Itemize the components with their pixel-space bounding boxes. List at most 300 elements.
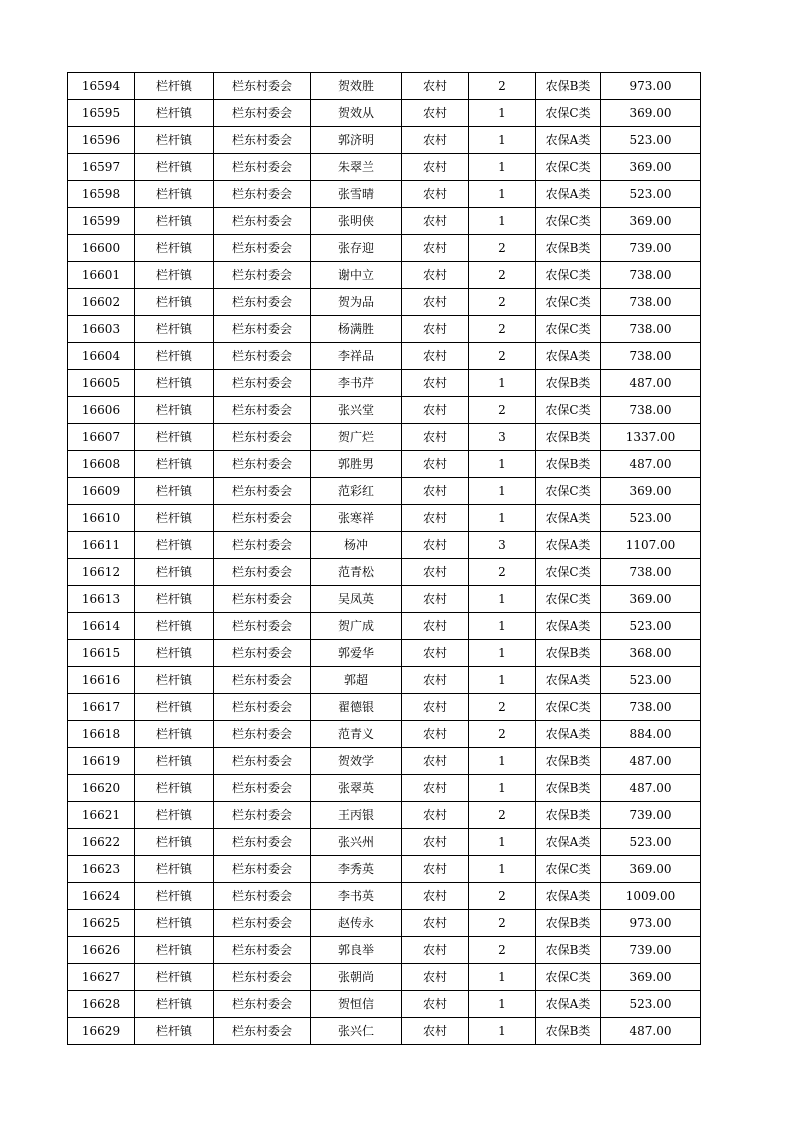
table-row — [68, 154, 701, 181]
amount-cell: 973.00 — [601, 910, 701, 937]
village-committee-cell: 栏东村委会 — [214, 235, 311, 262]
table-row — [68, 262, 701, 289]
amount-cell: 738.00 — [601, 397, 701, 424]
village-committee-cell: 栏东村委会 — [214, 505, 311, 532]
table-row — [68, 910, 701, 937]
town-cell: 栏杆镇 — [135, 100, 214, 127]
area-type-cell: 农村 — [402, 559, 469, 586]
category-cell: 农保A类 — [536, 991, 601, 1018]
table-row — [68, 937, 701, 964]
category-cell: 农保C类 — [536, 262, 601, 289]
household-size-cell: 2 — [469, 316, 536, 343]
amount-cell: 487.00 — [601, 370, 701, 397]
table-row — [68, 100, 701, 127]
town-cell: 栏杆镇 — [135, 937, 214, 964]
household-size-cell: 2 — [469, 235, 536, 262]
amount-cell: 738.00 — [601, 559, 701, 586]
area-type-cell: 农村 — [402, 910, 469, 937]
town-cell: 栏杆镇 — [135, 640, 214, 667]
row-id-cell: 16624 — [68, 883, 135, 910]
row-id-cell: 16610 — [68, 505, 135, 532]
village-committee-cell: 栏东村委会 — [214, 154, 311, 181]
household-size-cell: 1 — [469, 370, 536, 397]
table-row — [68, 775, 701, 802]
area-type-cell: 农村 — [402, 397, 469, 424]
name-cell: 张明侠 — [311, 208, 402, 235]
household-size-cell: 2 — [469, 937, 536, 964]
category-cell: 农保B类 — [536, 775, 601, 802]
row-id-cell: 16601 — [68, 262, 135, 289]
household-size-cell: 1 — [469, 991, 536, 1018]
amount-cell: 1337.00 — [601, 424, 701, 451]
household-size-cell: 2 — [469, 397, 536, 424]
table-row — [68, 721, 701, 748]
name-cell: 张寒祥 — [311, 505, 402, 532]
table-row — [68, 586, 701, 613]
town-cell: 栏杆镇 — [135, 73, 214, 100]
row-id-cell: 16600 — [68, 235, 135, 262]
amount-cell: 523.00 — [601, 127, 701, 154]
row-id-cell: 16621 — [68, 802, 135, 829]
area-type-cell: 农村 — [402, 721, 469, 748]
household-size-cell: 1 — [469, 613, 536, 640]
category-cell: 农保C类 — [536, 289, 601, 316]
village-committee-cell: 栏东村委会 — [214, 424, 311, 451]
town-cell: 栏杆镇 — [135, 235, 214, 262]
area-type-cell: 农村 — [402, 316, 469, 343]
table-row — [68, 613, 701, 640]
category-cell: 农保C类 — [536, 478, 601, 505]
village-committee-cell: 栏东村委会 — [214, 586, 311, 613]
name-cell: 郭爱华 — [311, 640, 402, 667]
name-cell: 李秀英 — [311, 856, 402, 883]
village-committee-cell: 栏东村委会 — [214, 451, 311, 478]
category-cell: 农保A类 — [536, 181, 601, 208]
name-cell: 张兴州 — [311, 829, 402, 856]
town-cell: 栏杆镇 — [135, 532, 214, 559]
row-id-cell: 16609 — [68, 478, 135, 505]
row-id-cell: 16615 — [68, 640, 135, 667]
row-id-cell: 16606 — [68, 397, 135, 424]
area-type-cell: 农村 — [402, 856, 469, 883]
town-cell: 栏杆镇 — [135, 802, 214, 829]
area-type-cell: 农村 — [402, 127, 469, 154]
village-committee-cell: 栏东村委会 — [214, 397, 311, 424]
name-cell: 贺效胜 — [311, 73, 402, 100]
name-cell: 范彩红 — [311, 478, 402, 505]
town-cell: 栏杆镇 — [135, 505, 214, 532]
amount-cell: 487.00 — [601, 451, 701, 478]
town-cell: 栏杆镇 — [135, 721, 214, 748]
area-type-cell: 农村 — [402, 262, 469, 289]
name-cell: 王丙银 — [311, 802, 402, 829]
name-cell: 贺恒信 — [311, 991, 402, 1018]
village-committee-cell: 栏东村委会 — [214, 127, 311, 154]
amount-cell: 523.00 — [601, 181, 701, 208]
household-size-cell: 1 — [469, 775, 536, 802]
amount-cell: 523.00 — [601, 829, 701, 856]
amount-cell: 369.00 — [601, 964, 701, 991]
village-committee-cell: 栏东村委会 — [214, 667, 311, 694]
category-cell: 农保B类 — [536, 937, 601, 964]
row-id-cell: 16599 — [68, 208, 135, 235]
household-size-cell: 1 — [469, 640, 536, 667]
amount-cell: 884.00 — [601, 721, 701, 748]
village-committee-cell: 栏东村委会 — [214, 100, 311, 127]
town-cell: 栏杆镇 — [135, 829, 214, 856]
household-size-cell: 3 — [469, 424, 536, 451]
household-size-cell: 1 — [469, 1018, 536, 1045]
village-committee-cell: 栏东村委会 — [214, 478, 311, 505]
area-type-cell: 农村 — [402, 181, 469, 208]
town-cell: 栏杆镇 — [135, 154, 214, 181]
area-type-cell: 农村 — [402, 802, 469, 829]
table-row — [68, 559, 701, 586]
household-size-cell: 2 — [469, 802, 536, 829]
table-row — [68, 343, 701, 370]
row-id-cell: 16627 — [68, 964, 135, 991]
name-cell: 范青义 — [311, 721, 402, 748]
table-row — [68, 829, 701, 856]
table-row — [68, 181, 701, 208]
table-row — [68, 532, 701, 559]
category-cell: 农保A类 — [536, 829, 601, 856]
category-cell: 农保B类 — [536, 748, 601, 775]
name-cell: 贺广烂 — [311, 424, 402, 451]
table-row — [68, 694, 701, 721]
area-type-cell: 农村 — [402, 343, 469, 370]
category-cell: 农保B类 — [536, 802, 601, 829]
town-cell: 栏杆镇 — [135, 451, 214, 478]
area-type-cell: 农村 — [402, 829, 469, 856]
household-size-cell: 2 — [469, 721, 536, 748]
row-id-cell: 16598 — [68, 181, 135, 208]
table-row — [68, 505, 701, 532]
table-row — [68, 424, 701, 451]
amount-cell: 369.00 — [601, 208, 701, 235]
category-cell: 农保B类 — [536, 370, 601, 397]
table-row — [68, 991, 701, 1018]
row-id-cell: 16629 — [68, 1018, 135, 1045]
category-cell: 农保C类 — [536, 100, 601, 127]
category-cell: 农保C类 — [536, 316, 601, 343]
table-row — [68, 235, 701, 262]
household-size-cell: 1 — [469, 856, 536, 883]
name-cell: 贺效学 — [311, 748, 402, 775]
amount-cell: 739.00 — [601, 235, 701, 262]
amount-cell: 739.00 — [601, 937, 701, 964]
village-committee-cell: 栏东村委会 — [214, 559, 311, 586]
village-committee-cell: 栏东村委会 — [214, 370, 311, 397]
name-cell: 杨满胜 — [311, 316, 402, 343]
row-id-cell: 16623 — [68, 856, 135, 883]
household-size-cell: 2 — [469, 343, 536, 370]
table-row — [68, 856, 701, 883]
town-cell: 栏杆镇 — [135, 991, 214, 1018]
row-id-cell: 16612 — [68, 559, 135, 586]
row-id-cell: 16617 — [68, 694, 135, 721]
village-committee-cell: 栏东村委会 — [214, 829, 311, 856]
town-cell: 栏杆镇 — [135, 856, 214, 883]
town-cell: 栏杆镇 — [135, 127, 214, 154]
amount-cell: 738.00 — [601, 289, 701, 316]
area-type-cell: 农村 — [402, 424, 469, 451]
row-id-cell: 16614 — [68, 613, 135, 640]
category-cell: 农保A类 — [536, 505, 601, 532]
area-type-cell: 农村 — [402, 586, 469, 613]
town-cell: 栏杆镇 — [135, 289, 214, 316]
name-cell: 谢中立 — [311, 262, 402, 289]
area-type-cell: 农村 — [402, 73, 469, 100]
row-id-cell: 16619 — [68, 748, 135, 775]
village-committee-cell: 栏东村委会 — [214, 208, 311, 235]
category-cell: 农保B类 — [536, 640, 601, 667]
amount-cell: 369.00 — [601, 478, 701, 505]
category-cell: 农保A类 — [536, 667, 601, 694]
town-cell: 栏杆镇 — [135, 667, 214, 694]
category-cell: 农保C类 — [536, 208, 601, 235]
town-cell: 栏杆镇 — [135, 613, 214, 640]
category-cell: 农保C类 — [536, 694, 601, 721]
amount-cell: 738.00 — [601, 343, 701, 370]
name-cell: 郭超 — [311, 667, 402, 694]
row-id-cell: 16622 — [68, 829, 135, 856]
town-cell: 栏杆镇 — [135, 883, 214, 910]
category-cell: 农保C类 — [536, 559, 601, 586]
category-cell: 农保A类 — [536, 721, 601, 748]
name-cell: 张兴仁 — [311, 1018, 402, 1045]
amount-cell: 369.00 — [601, 154, 701, 181]
town-cell: 栏杆镇 — [135, 586, 214, 613]
category-cell: 农保B类 — [536, 235, 601, 262]
table-row — [68, 289, 701, 316]
amount-cell: 369.00 — [601, 856, 701, 883]
amount-cell: 487.00 — [601, 1018, 701, 1045]
row-id-cell: 16618 — [68, 721, 135, 748]
household-size-cell: 3 — [469, 532, 536, 559]
town-cell: 栏杆镇 — [135, 316, 214, 343]
name-cell: 李书英 — [311, 883, 402, 910]
area-type-cell: 农村 — [402, 478, 469, 505]
name-cell: 张兴堂 — [311, 397, 402, 424]
row-id-cell: 16625 — [68, 910, 135, 937]
row-id-cell: 16608 — [68, 451, 135, 478]
village-committee-cell: 栏东村委会 — [214, 73, 311, 100]
row-id-cell: 16613 — [68, 586, 135, 613]
row-id-cell: 16597 — [68, 154, 135, 181]
household-size-cell: 1 — [469, 964, 536, 991]
town-cell: 栏杆镇 — [135, 559, 214, 586]
village-committee-cell: 栏东村委会 — [214, 991, 311, 1018]
village-committee-cell: 栏东村委会 — [214, 181, 311, 208]
row-id-cell: 16626 — [68, 937, 135, 964]
amount-cell: 738.00 — [601, 262, 701, 289]
name-cell: 张翠英 — [311, 775, 402, 802]
area-type-cell: 农村 — [402, 694, 469, 721]
category-cell: 农保A类 — [536, 532, 601, 559]
town-cell: 栏杆镇 — [135, 1018, 214, 1045]
household-size-cell: 1 — [469, 667, 536, 694]
village-committee-cell: 栏东村委会 — [214, 316, 311, 343]
amount-cell: 523.00 — [601, 991, 701, 1018]
row-id-cell: 16603 — [68, 316, 135, 343]
village-committee-cell: 栏东村委会 — [214, 532, 311, 559]
area-type-cell: 农村 — [402, 289, 469, 316]
category-cell: 农保C类 — [536, 964, 601, 991]
table-row — [68, 964, 701, 991]
name-cell: 翟德银 — [311, 694, 402, 721]
row-id-cell: 16616 — [68, 667, 135, 694]
row-id-cell: 16595 — [68, 100, 135, 127]
household-size-cell: 1 — [469, 208, 536, 235]
table-row — [68, 667, 701, 694]
household-size-cell: 1 — [469, 181, 536, 208]
amount-cell: 523.00 — [601, 613, 701, 640]
town-cell: 栏杆镇 — [135, 775, 214, 802]
household-size-cell: 1 — [469, 478, 536, 505]
area-type-cell: 农村 — [402, 640, 469, 667]
amount-cell: 739.00 — [601, 802, 701, 829]
category-cell: 农保B类 — [536, 424, 601, 451]
row-id-cell: 16594 — [68, 73, 135, 100]
area-type-cell: 农村 — [402, 100, 469, 127]
table-row — [68, 883, 701, 910]
name-cell: 杨冲 — [311, 532, 402, 559]
category-cell: 农保C类 — [536, 397, 601, 424]
village-committee-cell: 栏东村委会 — [214, 748, 311, 775]
area-type-cell: 农村 — [402, 667, 469, 694]
name-cell: 吴凤英 — [311, 586, 402, 613]
area-type-cell: 农村 — [402, 235, 469, 262]
row-id-cell: 16628 — [68, 991, 135, 1018]
table-row — [68, 127, 701, 154]
town-cell: 栏杆镇 — [135, 694, 214, 721]
village-committee-cell: 栏东村委会 — [214, 694, 311, 721]
village-committee-cell: 栏东村委会 — [214, 910, 311, 937]
amount-cell: 368.00 — [601, 640, 701, 667]
name-cell: 张雪晴 — [311, 181, 402, 208]
town-cell: 栏杆镇 — [135, 397, 214, 424]
name-cell: 李书芹 — [311, 370, 402, 397]
area-type-cell: 农村 — [402, 370, 469, 397]
amount-cell: 973.00 — [601, 73, 701, 100]
name-cell: 贺为品 — [311, 289, 402, 316]
category-cell: 农保A类 — [536, 127, 601, 154]
roster-body — [68, 73, 701, 1045]
area-type-cell: 农村 — [402, 532, 469, 559]
household-size-cell: 2 — [469, 73, 536, 100]
village-committee-cell: 栏东村委会 — [214, 775, 311, 802]
household-size-cell: 1 — [469, 586, 536, 613]
name-cell: 贺效从 — [311, 100, 402, 127]
table-row — [68, 73, 701, 100]
town-cell: 栏杆镇 — [135, 208, 214, 235]
category-cell: 农保B类 — [536, 1018, 601, 1045]
village-committee-cell: 栏东村委会 — [214, 937, 311, 964]
area-type-cell: 农村 — [402, 748, 469, 775]
area-type-cell: 农村 — [402, 1018, 469, 1045]
table-row — [68, 802, 701, 829]
village-committee-cell: 栏东村委会 — [214, 262, 311, 289]
name-cell: 张朝尚 — [311, 964, 402, 991]
name-cell: 范青松 — [311, 559, 402, 586]
household-size-cell: 1 — [469, 505, 536, 532]
household-size-cell: 2 — [469, 910, 536, 937]
category-cell: 农保A类 — [536, 613, 601, 640]
village-committee-cell: 栏东村委会 — [214, 640, 311, 667]
roster-table — [67, 72, 701, 1045]
area-type-cell: 农村 — [402, 505, 469, 532]
town-cell: 栏杆镇 — [135, 478, 214, 505]
village-committee-cell: 栏东村委会 — [214, 1018, 311, 1045]
village-committee-cell: 栏东村委会 — [214, 856, 311, 883]
table-row — [68, 640, 701, 667]
amount-cell: 369.00 — [601, 100, 701, 127]
household-size-cell: 1 — [469, 100, 536, 127]
amount-cell: 738.00 — [601, 694, 701, 721]
row-id-cell: 16620 — [68, 775, 135, 802]
name-cell: 郭济明 — [311, 127, 402, 154]
area-type-cell: 农村 — [402, 613, 469, 640]
household-size-cell: 1 — [469, 748, 536, 775]
village-committee-cell: 栏东村委会 — [214, 343, 311, 370]
town-cell: 栏杆镇 — [135, 343, 214, 370]
row-id-cell: 16596 — [68, 127, 135, 154]
amount-cell: 487.00 — [601, 775, 701, 802]
amount-cell: 1009.00 — [601, 883, 701, 910]
village-committee-cell: 栏东村委会 — [214, 721, 311, 748]
row-id-cell: 16605 — [68, 370, 135, 397]
name-cell: 李祥品 — [311, 343, 402, 370]
village-committee-cell: 栏东村委会 — [214, 964, 311, 991]
amount-cell: 523.00 — [601, 505, 701, 532]
area-type-cell: 农村 — [402, 451, 469, 478]
household-size-cell: 1 — [469, 127, 536, 154]
category-cell: 农保A类 — [536, 343, 601, 370]
category-cell: 农保B类 — [536, 73, 601, 100]
category-cell: 农保C类 — [536, 856, 601, 883]
row-id-cell: 16604 — [68, 343, 135, 370]
category-cell: 农保C类 — [536, 586, 601, 613]
name-cell: 朱翠兰 — [311, 154, 402, 181]
household-size-cell: 2 — [469, 262, 536, 289]
amount-cell: 1107.00 — [601, 532, 701, 559]
village-committee-cell: 栏东村委会 — [214, 289, 311, 316]
household-size-cell: 2 — [469, 289, 536, 316]
table-row — [68, 316, 701, 343]
area-type-cell: 农村 — [402, 154, 469, 181]
household-size-cell: 1 — [469, 829, 536, 856]
row-id-cell: 16611 — [68, 532, 135, 559]
name-cell: 郭良举 — [311, 937, 402, 964]
town-cell: 栏杆镇 — [135, 370, 214, 397]
town-cell: 栏杆镇 — [135, 964, 214, 991]
row-id-cell: 16607 — [68, 424, 135, 451]
amount-cell: 369.00 — [601, 586, 701, 613]
category-cell: 农保B类 — [536, 451, 601, 478]
village-committee-cell: 栏东村委会 — [214, 802, 311, 829]
area-type-cell: 农村 — [402, 208, 469, 235]
household-size-cell: 2 — [469, 883, 536, 910]
table-row — [68, 370, 701, 397]
table-row — [68, 748, 701, 775]
area-type-cell: 农村 — [402, 964, 469, 991]
table-row — [68, 208, 701, 235]
household-size-cell: 2 — [469, 694, 536, 721]
table-row — [68, 478, 701, 505]
area-type-cell: 农村 — [402, 937, 469, 964]
amount-cell: 523.00 — [601, 667, 701, 694]
